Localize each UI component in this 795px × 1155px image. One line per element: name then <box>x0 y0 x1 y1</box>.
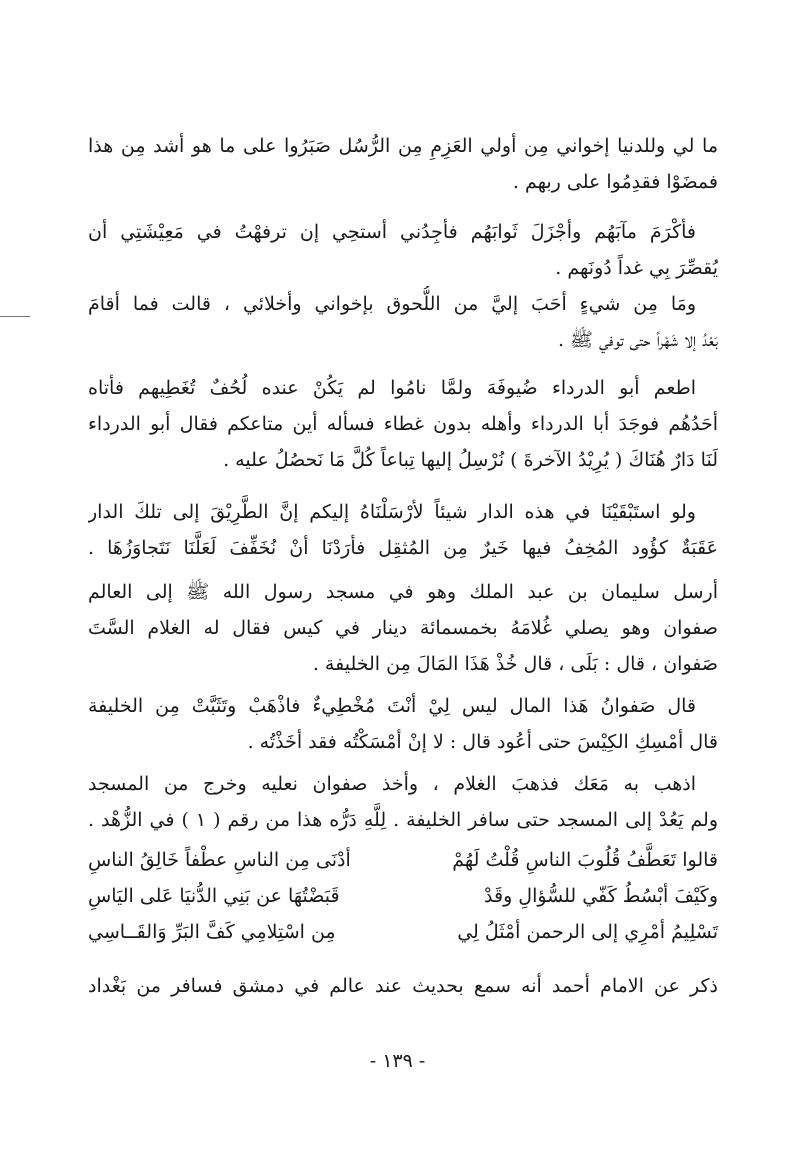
text-line: فمضَوْا فقدِمُوا على ربهم . <box>512 171 718 193</box>
paragraph-9 <box>88 968 718 1004</box>
text-line: عَقَبَةٌ كؤُود المُخِفُ فيها خَيرٌ مِن المُثقِل فأرَدْنَا أنْ نُخَفِّفَ لَعَلَّنَا نَتَجاوَزُهَا . <box>88 537 718 559</box>
text-line: بَعْدُ إلا شَهْراً حتى توفي ﷺ . <box>557 329 718 351</box>
verse-first-half: قالوا تَعَطَّفُ قُلُوبَ الناسِ قُلْتُ لَهُمْ <box>452 849 718 871</box>
paragraph-5 <box>88 494 718 566</box>
text-line: فأكْرَمَ مآبَهُم وأجْزَلَ ثَوابَهُم فأجِدُني أستحِي إن ترفهْتُ في مَعِيْشَتِي أن <box>88 221 696 243</box>
verse-first-half: وكَيْفَ أبْسُطُ كَفّي للسُّؤالِ وقَدْ <box>484 885 718 907</box>
text-line: يُقصِّرَ بِي غداً دُونَهم . <box>555 257 718 279</box>
poem <box>88 842 718 950</box>
margin-mark <box>0 316 30 317</box>
text-line: ذكر عن الامام أحمد أنه سمع بحديث عند عالم في دمشق فسافر من بَغْداد <box>88 975 718 997</box>
verse-second-half: أدْنَى مِن الناسِ عطْفاً خَالِقُ الناسِ <box>88 849 351 871</box>
text-line: صفوان وهو يصلي غُلامَهُ بخمسمائة دينار في كيس فقال له الغلام السَّتَ <box>88 617 718 639</box>
text-line: ولم يَعُدْ إلى المسجد حتى سافر الخليفة . لِلَّهِ دَرُّه هذا من رقم ( ١ ) في الزُّهْد . <box>88 809 718 831</box>
verse-second-half: مِن اسْتِلامِي كَفَّ البَرِّ وَالقَــاسِي <box>88 921 336 943</box>
paragraph-7 <box>88 688 718 760</box>
paragraph-4 <box>88 370 718 478</box>
text-line: ما لي وللدنيا إخواني مِن أولي العَزِمِ مِن الرُّسُل صَبَرُوا على ما هو أشد مِن هذا <box>88 135 718 157</box>
verse-first-half: تَسْلِيمُ أمْرِي إلى الرحمن أمْثَلُ لِي <box>457 921 718 943</box>
paragraph-3 <box>88 286 718 358</box>
text-line: أرسل سليمان بن عبد الملك وهو في مسجد رسول الله ﷺ إلى العالم <box>88 581 718 603</box>
verse-second-half: قَبَضْتُهَا عن بَنِي الدُّنيَا عَلى اليَاسِ <box>88 885 340 907</box>
paragraph-2 <box>88 214 718 286</box>
text-line: قال أمْسِكِ الكِيْسَ حتى أعُود قال : لا إنْ أمْسَكْتُه فقد أخَذْتُه . <box>247 731 718 753</box>
text-line: صَفوان ، قال : بَلَى ، قال خُذْ هَذَا المَالَ مِن الخليفة . <box>312 653 718 675</box>
paragraph-6 <box>88 574 718 682</box>
text-line: ومَا مِن شيءٍ أحَبَ إليَّ من اللُّحوق بإخواني وأخلائي ، قالت فما أقامَ <box>88 293 696 315</box>
text-line: اذهب به مَعَك فذهبَ الغلام ، وأخذ صفوان نعليه وخرج من المسجد <box>88 773 696 795</box>
text-line: لَنَا دَارٌ هُنَاكَ ( يُرِيْدُ الآخرةَ ) نُرْسِلُ إليها تِباعاً كُلَّ مَا نَحصُلُ عليه . <box>223 449 718 471</box>
text-line: ولو استَبْقَيْنَا في هذه الدار شيئاً لأرْسَلْنَاهُ إليكم إنَّ الطَّرِيْقَ إلى تلكَ الدار <box>88 501 696 523</box>
paragraph-8 <box>88 766 718 838</box>
poem-verse <box>88 878 718 914</box>
poem-verse <box>88 842 718 878</box>
text-line: أحَدُهُم فوجَدَ أبا الدرداء وأهله بدون غطاء فسأله أين متاعكم فقال أبو الدرداء <box>88 413 718 435</box>
paragraph-1 <box>88 128 718 200</box>
text-line: قال صَفوانُ هَذا المال ليس لِيْ أنْتَ مُخْطِيءٌ فاذْهَبْ وتَثَبَّتْ مِن الخليفة <box>88 695 696 717</box>
poem-verse <box>88 914 718 950</box>
text-line: اطعم أبو الدرداء ضُيوفَهَ ولمَّا نامُوا لم يَكُنْ عنده لُحُفٌ تُغَطِيهم فأتاه <box>88 377 696 399</box>
page-number: - ١٣٩ - <box>369 1050 426 1072</box>
